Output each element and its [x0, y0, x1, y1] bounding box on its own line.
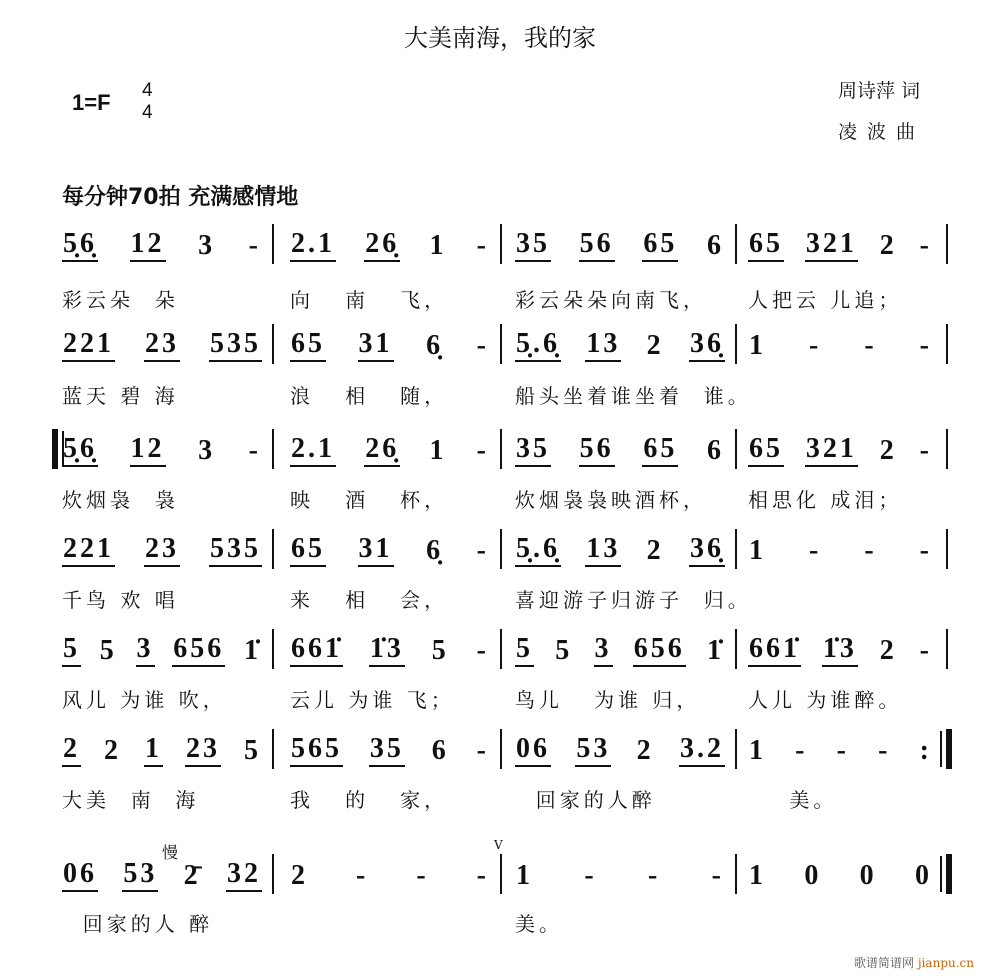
lyric-line: 美。 [515, 912, 563, 936]
note-group: - [476, 735, 489, 766]
note-group: 0 [914, 860, 932, 891]
note-group: - [809, 330, 822, 361]
note-group: - [476, 435, 489, 466]
note-group: 35 [515, 229, 551, 262]
note-group: - [476, 535, 489, 566]
measure [515, 627, 725, 667]
note-group: 1̇3 [822, 634, 858, 667]
lyric-line: 向 南 飞， [290, 288, 449, 312]
note-group: 31 [358, 329, 394, 362]
note-group: 661̇ [290, 634, 343, 667]
note-group: 656 [172, 634, 225, 667]
lyric-line: 船头坐着谁坐着 谁。 [515, 384, 752, 408]
note-group: 23 [144, 534, 180, 567]
barline [272, 854, 274, 894]
barline [500, 629, 502, 669]
note-group: 65 [748, 434, 784, 467]
lyric-line: 云儿 为谁 飞； [290, 688, 455, 712]
note-group: 1 [516, 860, 533, 891]
note-group: 1 [749, 330, 766, 361]
repeat-start-barline [52, 429, 58, 469]
note-group: 221 [62, 329, 115, 362]
note-group: 661̇ [748, 634, 801, 667]
note-group: 36̣ [689, 534, 725, 567]
note-group: - [416, 860, 429, 891]
lyric-line: 人把云 儿追； [748, 288, 903, 312]
time-top: 4 [142, 80, 153, 101]
note-group: 5 [515, 634, 534, 667]
measure [748, 852, 933, 892]
note-group: 53 [575, 734, 611, 767]
barline [735, 324, 737, 364]
note-group: 13 [585, 329, 621, 362]
barline [946, 729, 952, 769]
note-group: 56 [579, 434, 615, 467]
lyric-line: 浪 相 随， [290, 384, 449, 408]
time-signature [142, 80, 153, 124]
lyric-line: 喜迎游子归游子 归。 [515, 588, 752, 612]
note-group: 12 [130, 434, 166, 467]
note-group: - [476, 330, 489, 361]
barline [272, 429, 274, 469]
measure [290, 852, 490, 892]
note-group: - [711, 860, 724, 891]
note-group: 5̣6̣ [62, 434, 98, 467]
measure [748, 627, 933, 667]
lyric-line: 炊烟袅 袅 [62, 488, 179, 512]
note-group: - [584, 860, 597, 891]
note-group: 65 [748, 229, 784, 262]
note-group: 6̣ [426, 535, 444, 566]
measure [515, 427, 725, 467]
note-group: 1̇ [244, 635, 261, 666]
composer: 凌波曲 [838, 121, 926, 143]
note-group: - [836, 735, 849, 766]
lyric-line: 大美 南 海 [62, 788, 200, 812]
barline [272, 729, 274, 769]
measure [62, 427, 262, 467]
barline [272, 324, 274, 364]
note-group: 2 [62, 734, 81, 767]
note-group: 1 [429, 435, 447, 466]
lyric-line: 人儿 为谁醉。 [748, 688, 903, 712]
note-group: 65 [642, 434, 678, 467]
lyric-line: 美。 [748, 788, 838, 812]
note-group: 3 [198, 435, 216, 466]
lyric-line: 回家的人醉 [515, 788, 656, 812]
lyric-line: 鸟儿 为谁 归， [515, 688, 701, 712]
breath-mark: V [494, 838, 503, 852]
note-group: 65 [290, 329, 326, 362]
barline [946, 854, 952, 894]
barline [500, 729, 502, 769]
note-group: 26̣ [364, 229, 400, 262]
measure [748, 222, 933, 262]
note-group: 2 [646, 535, 664, 566]
note-group: 5 [62, 634, 81, 667]
measure [290, 222, 490, 262]
key-signature: 1=F [72, 90, 111, 115]
note-group: 23 [144, 329, 180, 362]
note-group: - [919, 330, 932, 361]
tempo-mark-slow: 慢 [162, 843, 179, 862]
lyric-line: 来 相 会， [290, 588, 449, 612]
note-group: 3 [136, 634, 155, 667]
note-group: 0 [859, 860, 877, 891]
note-group: 3 [594, 634, 613, 667]
barline [500, 854, 502, 894]
note-group: 5 [99, 635, 117, 666]
barline [946, 429, 948, 469]
measure [290, 627, 490, 667]
measure [290, 427, 490, 467]
watermark-url: jianpu.cn [917, 956, 974, 970]
note-group: 13 [585, 534, 621, 567]
measure [515, 222, 725, 262]
note-group: 5 [244, 735, 261, 766]
note-group: - [248, 435, 261, 466]
note-group: 2.1 [290, 229, 336, 262]
note-group: - [919, 535, 932, 566]
note-group: 565 [290, 734, 343, 767]
watermark-cn: 歌谱简谱网 [854, 956, 915, 970]
barline [946, 324, 948, 364]
note-group: 3.2 [679, 734, 725, 767]
note-group: - [864, 535, 877, 566]
note-group: 1̇3 [369, 634, 405, 667]
barline [735, 529, 737, 569]
note-group: - [864, 330, 877, 361]
note-group: 535 [209, 329, 262, 362]
lyric-line: 回家的人 醉 [62, 912, 214, 936]
note-group: 1 [749, 735, 766, 766]
measure [62, 727, 262, 767]
note-group: 6̣ [426, 330, 444, 361]
note-group: 656 [633, 634, 686, 667]
note-group: 35 [515, 434, 551, 467]
note-group: - [356, 860, 369, 891]
note-group: - [795, 735, 808, 766]
note-group: 65 [642, 229, 678, 262]
note-group: 5 [431, 635, 449, 666]
note-group: 1 [429, 230, 447, 261]
note-group: 2.1 [290, 434, 336, 467]
lyricist: 周诗萍 词 [838, 80, 921, 102]
note-group: - [919, 635, 932, 666]
measure [62, 322, 262, 362]
note-group: 35 [369, 734, 405, 767]
note-group: 12 [130, 229, 166, 262]
note-group: 53 [122, 859, 158, 892]
barline [500, 224, 502, 264]
measure [515, 727, 725, 767]
note-group: 5̣.6̣ [515, 329, 561, 362]
note-group: : [919, 735, 932, 766]
barline [272, 529, 274, 569]
lyric-line: 彩云朵 朵 [62, 288, 179, 312]
note-group: 2 [104, 735, 121, 766]
note-group: - [809, 535, 822, 566]
lyric-line: 炊烟袅袅映酒杯， [515, 488, 707, 512]
note-group: 3 [198, 230, 216, 261]
measure [748, 322, 933, 362]
measure [62, 527, 262, 567]
measure [748, 727, 933, 767]
note-group: 2 [636, 735, 654, 766]
note-group: 31 [358, 534, 394, 567]
measure [748, 427, 933, 467]
note-group: 1 [749, 535, 766, 566]
barline [946, 224, 948, 264]
tempo-marking: 每分钟70拍 充满感情地 [62, 185, 299, 210]
note-group: 0 [804, 860, 822, 891]
note-group: 5̣.6̣ [515, 534, 561, 567]
barline [272, 224, 274, 264]
note-group: 26̣ [364, 434, 400, 467]
time-bottom: 4 [142, 102, 153, 123]
note-group: 221 [62, 534, 115, 567]
barline [735, 854, 737, 894]
lyric-line: 蓝天 碧 海 [62, 384, 179, 408]
note-group: - [476, 860, 489, 891]
note-group: 5 [555, 635, 573, 666]
note-group: 1̇ [707, 635, 724, 666]
barline [735, 629, 737, 669]
barline [500, 529, 502, 569]
barline [735, 729, 737, 769]
lyric-line: 风儿 为谁 吹， [62, 688, 227, 712]
measure [290, 727, 490, 767]
note-group: 23 [185, 734, 221, 767]
lyric-line: 千鸟 欢 唱 [62, 588, 179, 612]
barline [500, 429, 502, 469]
note-group: 321 [805, 434, 858, 467]
note-group: 5̣6̣ [62, 229, 98, 262]
note-group: 06 [515, 734, 551, 767]
note-group: 65 [290, 534, 326, 567]
note-group: 321 [805, 229, 858, 262]
note-group: 2 [879, 435, 897, 466]
measure [62, 222, 262, 262]
note-group: 2 [879, 230, 897, 261]
note-group: - [476, 230, 489, 261]
measure [515, 852, 725, 892]
lyric-line: 相思化 成泪； [748, 488, 903, 512]
barline [735, 429, 737, 469]
note-group: - [248, 230, 261, 261]
lyric-line: 映 酒 杯， [290, 488, 449, 512]
note-group: 1 [749, 860, 766, 891]
measure [62, 627, 262, 667]
note-group: - [476, 635, 489, 666]
note-group: 56 [579, 229, 615, 262]
note-group: - [919, 230, 932, 261]
note-group: 2 [879, 635, 897, 666]
note-group: - [647, 860, 661, 891]
note-group: 06 [62, 859, 98, 892]
note-group: - [919, 435, 932, 466]
lyric-line: 我 的 家， [290, 788, 449, 812]
note-group: 2 [291, 860, 308, 891]
barline [500, 324, 502, 364]
measure [515, 322, 725, 362]
note-group: 2̄ [183, 860, 201, 891]
measure [748, 527, 933, 567]
note-group: 1 [144, 734, 163, 767]
song-title: 大美南海，我的家 [404, 24, 596, 52]
measure [290, 322, 490, 362]
note-group: 6 [431, 735, 449, 766]
lyric-line: 彩云朵朵向南飞， [515, 288, 707, 312]
note-group: 32 [226, 859, 262, 892]
note-group: 6 [706, 230, 724, 261]
barline [735, 224, 737, 264]
measure [515, 527, 725, 567]
note-group: 36̣ [689, 329, 725, 362]
note-group: 6 [706, 435, 724, 466]
note-group: 535 [209, 534, 262, 567]
barline [272, 629, 274, 669]
note-group: 2 [646, 330, 664, 361]
barline [946, 529, 948, 569]
barline [946, 629, 948, 669]
note-group: - [878, 735, 891, 766]
watermark [854, 954, 974, 971]
measure [290, 527, 490, 567]
